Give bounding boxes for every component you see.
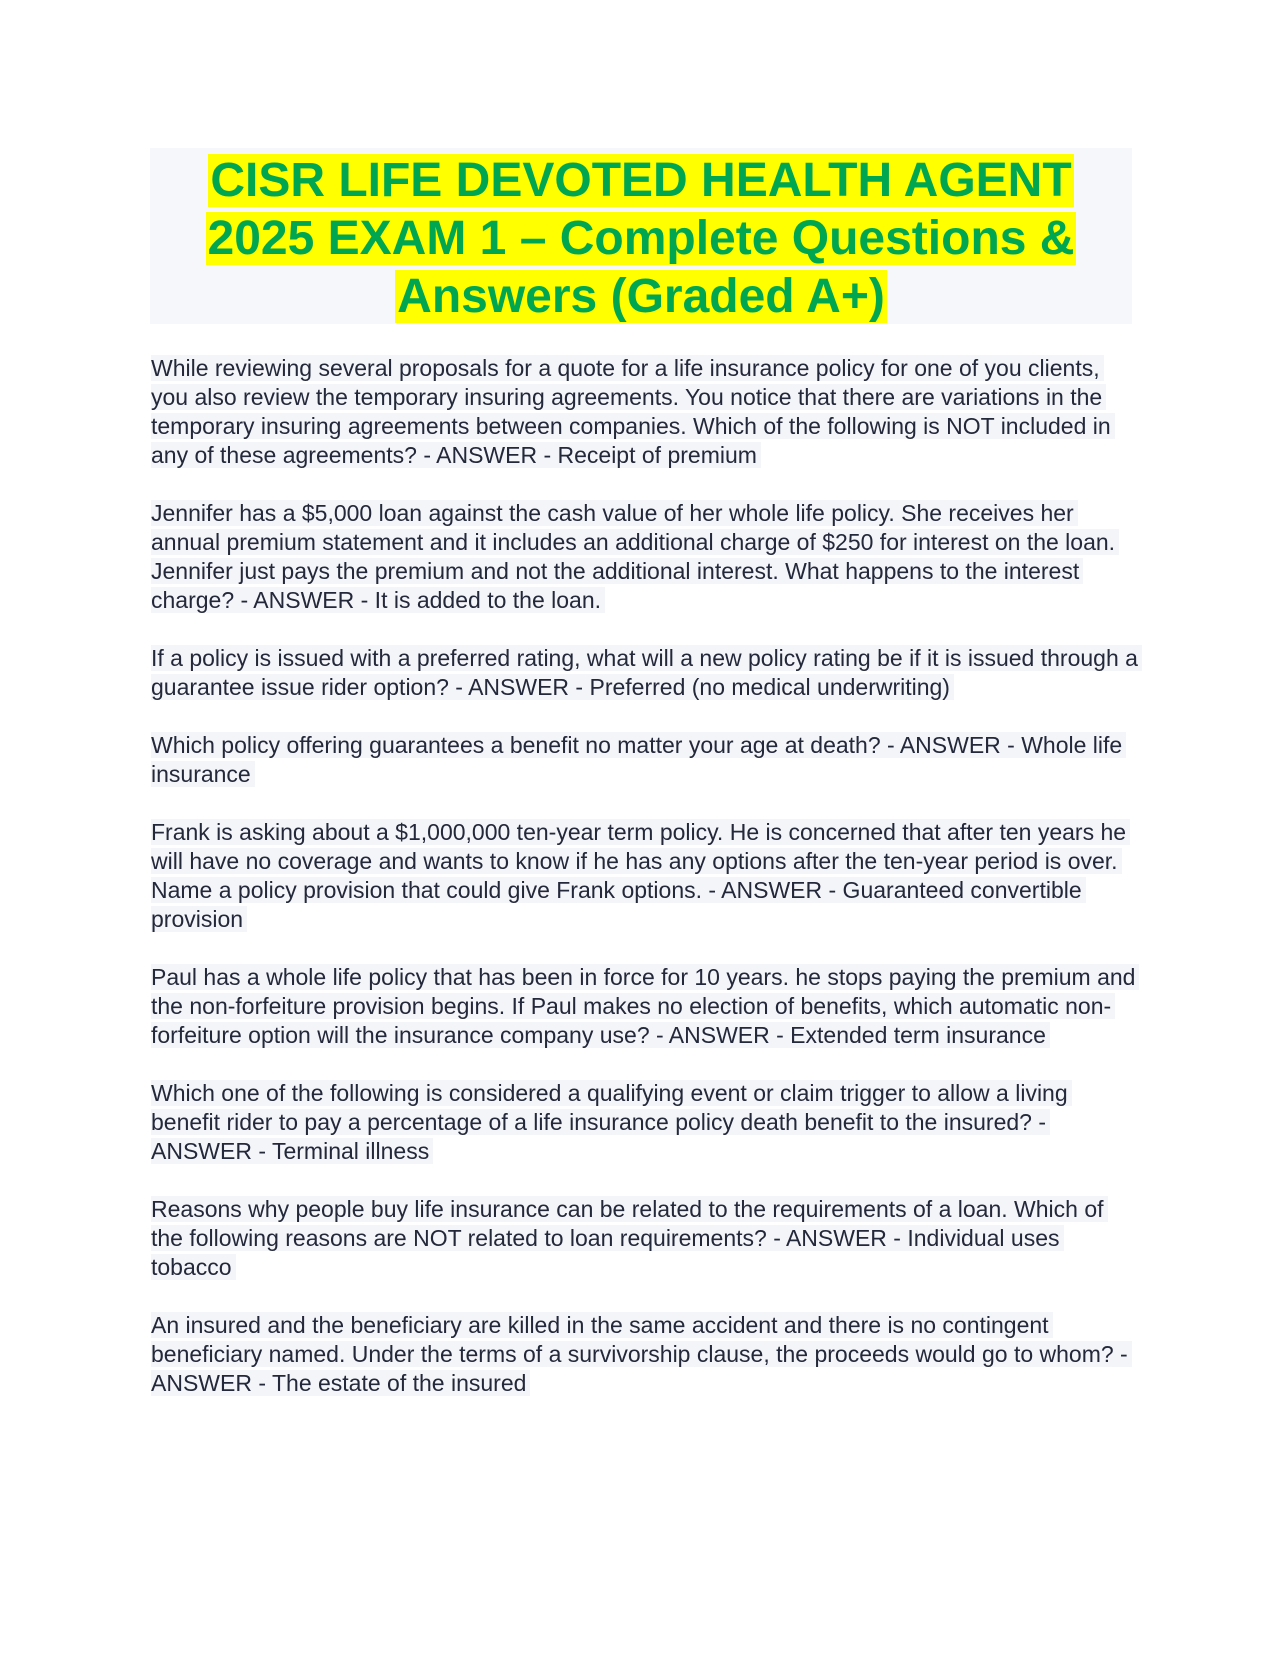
- qa-text: Frank is asking about a $1,000,000 ten-year term policy. He is concerned that after ten years he will have no coverage and wants to know if he has any options after the ten-year period is over. Name a policy provision that could give Frank options. - ANSWER - Guaranteed convertible provision: [151, 819, 1130, 932]
- title-highlight: CISR LIFE DEVOTED HEALTH AGENT 2025 EXAM 1 – Complete Questions & Answers (Graded A+): [207, 154, 1075, 323]
- qa-item: [151, 1195, 1141, 1282]
- document-title: [150, 152, 1132, 326]
- qa-text: Jennifer has a $5,000 loan against the cash value of her whole life policy. She receives her annual premium statement and it includes an additional charge of $250 for interest on the loan. Jennifer just pays the premium and not the additional interest. What happens to the interest charge? - ANSWER - It is added to the loan.: [151, 500, 1119, 613]
- qa-item: [151, 354, 1141, 470]
- title-block: [150, 148, 1132, 324]
- qa-text: While reviewing several proposals for a quote for a life insurance policy for one of you clients, you also review the temporary insuring agreements. You notice that there are variations in the temporary insuring agreements between companies. Which of the following is NOT included in any of these agreements? - ANSWER - Receipt of premium: [151, 355, 1115, 468]
- qa-item: [151, 1311, 1141, 1398]
- qa-item: [151, 499, 1141, 615]
- qa-text: Paul has a whole life policy that has been in force for 10 years. he stops paying the premium and the non-forfeiture provision begins. If Paul makes no election of benefits, which automatic non-forfeiture option will the insurance company use? - ANSWER - Extended term insurance: [151, 964, 1139, 1048]
- qa-list: [151, 354, 1141, 1427]
- qa-item: [151, 644, 1141, 702]
- qa-item: [151, 818, 1141, 934]
- qa-text: Which one of the following is considered a qualifying event or claim trigger to allow a living benefit rider to pay a percentage of a life insurance policy death benefit to the insured? - ANSWER - Terminal illness: [151, 1080, 1072, 1164]
- qa-item: [151, 731, 1141, 789]
- qa-text: If a policy is issued with a preferred rating, what will a new policy rating be if it is issued through a guarantee issue rider option? - ANSWER - Preferred (no medical underwriting): [151, 645, 1142, 700]
- qa-item: [151, 1079, 1141, 1166]
- qa-text: Which policy offering guarantees a benefit no matter your age at death? - ANSWER - Whole life insurance: [151, 732, 1126, 787]
- qa-text: Reasons why people buy life insurance can be related to the requirements of a loan. Which of the following reasons are NOT related to loan requirements? - ANSWER - Individual uses tobacco: [151, 1196, 1108, 1280]
- qa-item: [151, 963, 1141, 1050]
- qa-text: An insured and the beneficiary are killed in the same accident and there is no contingent beneficiary named. Under the terms of a survivorship clause, the proceeds would go to whom? - ANSWER - The estate of the insured: [151, 1312, 1132, 1396]
